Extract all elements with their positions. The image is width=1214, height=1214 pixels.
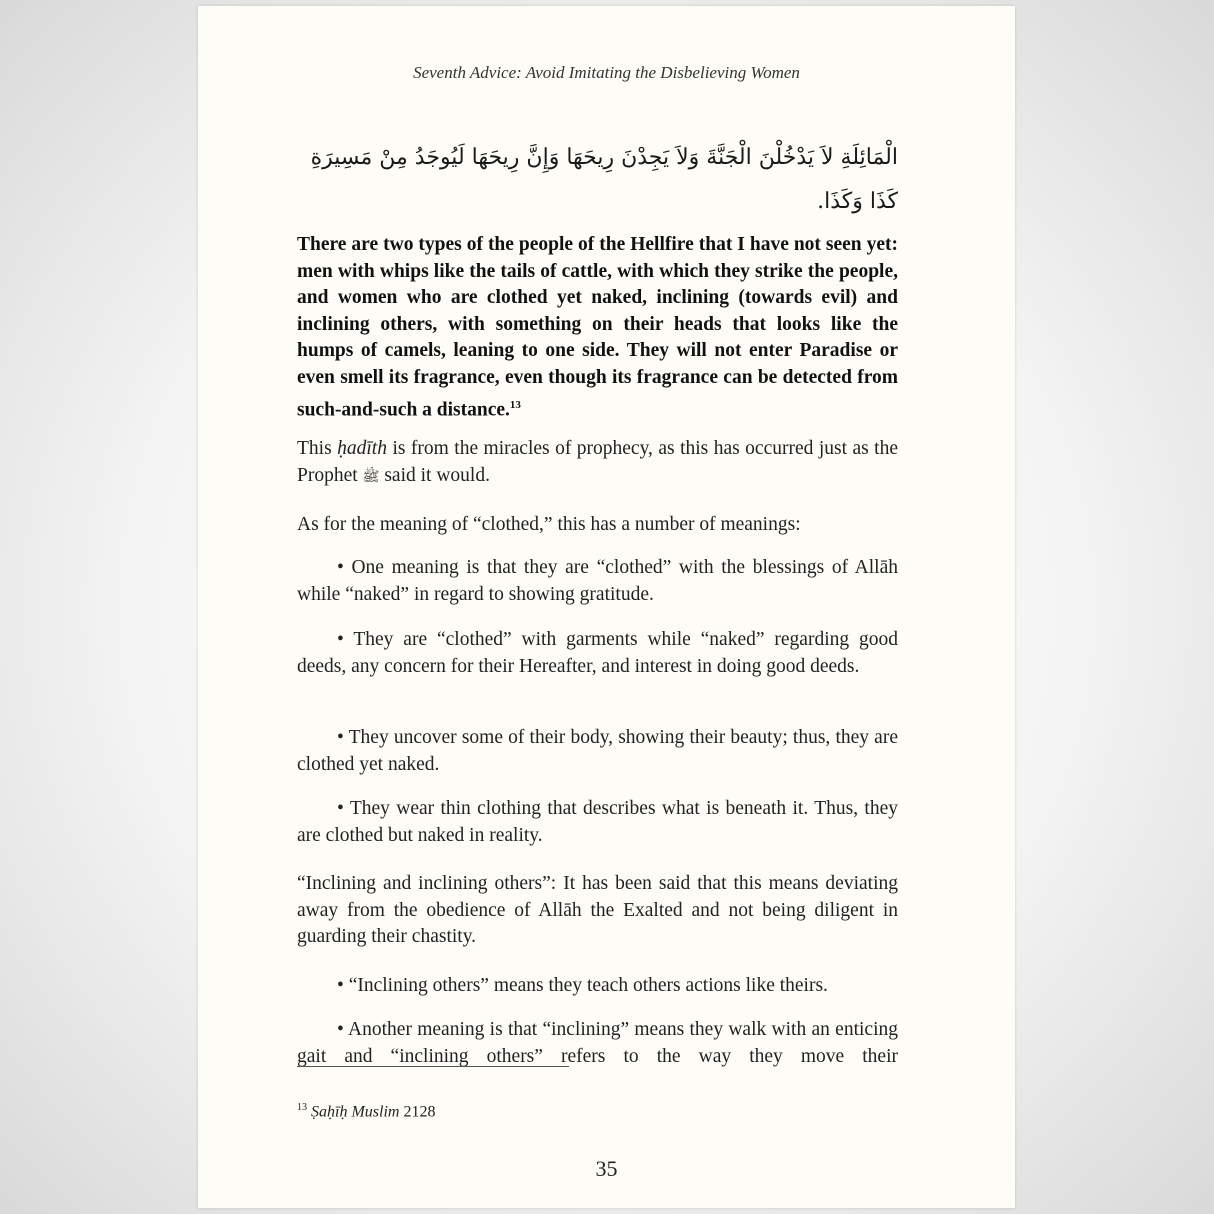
text: is from the miracles of prophecy, as this has occurred just as the Prophet xyxy=(297,438,899,486)
bullet-item: • “Inclining others” means they teach others actions like theirs. xyxy=(337,975,828,996)
salutation-symbol: ﷺ xyxy=(362,468,380,485)
bullet-item: • Another meaning is that “inclining” means they walk with an enticing gait and “inclining others” refers to the way they move their xyxy=(297,1019,898,1067)
hadith-term: ḥadīth xyxy=(337,438,387,459)
text: This xyxy=(297,438,338,459)
bullet-item: • They uncover some of their body, showing their beauty; thus, they are clothed yet naked. xyxy=(297,727,898,775)
arabic-hadith-text: الْمَائِلَةِ لاَ يَدْخُلْنَ الْجَنَّةَ وَلاَ يَجِدْنَ رِيحَهَا وَإِنَّ رِيحَهَا لَيُوجَدُ مِنْ مَسِيرَةِ كَذَا وَكَذَا. xyxy=(310,145,898,214)
bullet-item: • One meaning is that they are “clothed” with the blessings of Allāh while “naked” in regard to showing gratitude. xyxy=(297,557,898,605)
footnote-divider xyxy=(297,1066,569,1067)
running-header: Seventh Advice: Avoid Imitating the Disbelieving Women xyxy=(413,63,800,82)
footnote-number: 13 xyxy=(297,1102,307,1113)
page-number: 35 xyxy=(595,1156,618,1181)
footnote-source: Ṣaḥīḥ Muslim xyxy=(311,1103,400,1121)
footnote-reference: 13 xyxy=(509,398,521,411)
paragraph-miracle xyxy=(297,436,898,490)
bullet-item: • They wear thin clothing that describes what is beneath it. Thus, they are clothed but naked in reality. xyxy=(297,798,898,846)
footnote-ref: 2128 xyxy=(403,1103,436,1121)
book-page xyxy=(198,6,1015,1208)
text: said it would. xyxy=(379,464,490,486)
paragraph-clothed-intro: As for the meaning of “clothed,” this has a number of meanings: xyxy=(297,514,801,535)
bullet-item: • They are “clothed” with garments while “naked” regarding good deeds, any concern for their Hereafter, and interest in doing good deeds. xyxy=(297,629,898,677)
footnote xyxy=(297,1102,435,1121)
paragraph-inclining: “Inclining and inclining others”: It has been said that this means deviating away from the obedience of Allāh the Exalted and not being diligent in guarding their chastity. xyxy=(297,873,898,948)
hadith-translation-text: There are two types of the people of the Hellfire that I have not seen yet: men with whips like the tails of cattle, with which they strike the people, and women who are clothed yet naked, inclining (towards evil) and inclining others, with something on their heads that looks like the humps of camels, leaning to one side. They will not enter Paradise or even smell its fragrance, even though its fragrance can be detected from such-and-such a distance. xyxy=(297,234,898,421)
hadith-translation xyxy=(297,232,898,424)
